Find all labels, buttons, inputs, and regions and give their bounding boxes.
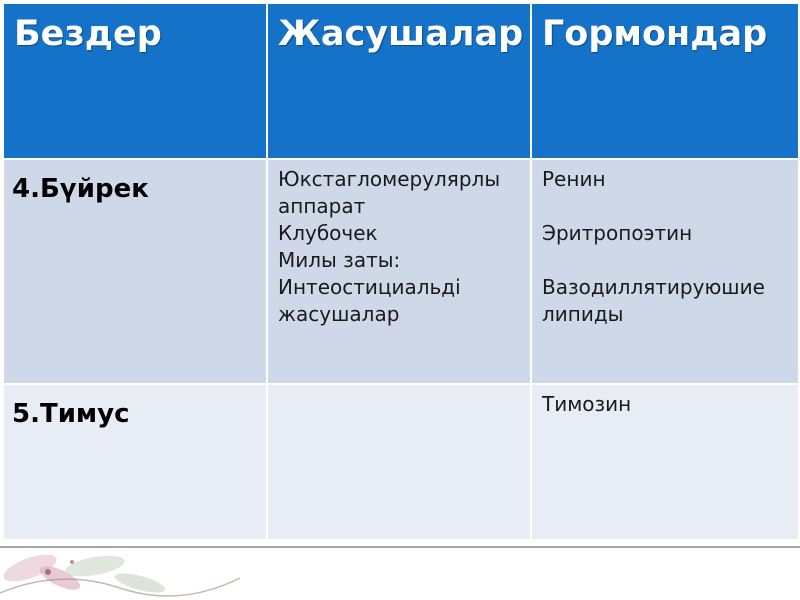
hormones-thymus: [531, 384, 799, 540]
header-glands: Бездер: [3, 3, 267, 159]
floral-decoration: [0, 548, 260, 600]
cell-item: Милы заты:: [278, 248, 401, 272]
cells-kidney: [267, 159, 531, 384]
cells-thymus: [267, 384, 531, 540]
glands-table: [2, 2, 800, 541]
cell-item: Интеостициальді: [278, 275, 461, 299]
table-row-kidney: [3, 159, 799, 384]
hormone-erythropoietin: Эритропоэтин: [542, 221, 693, 245]
cell-item: Клубочек: [278, 221, 378, 245]
hormone-thymosin: Тимозин: [542, 392, 632, 416]
table-header-row: [3, 3, 799, 159]
hormone-renin: Ренин: [542, 167, 606, 191]
cell-item: Юкстагломерулярлы: [278, 167, 501, 191]
cell-item: аппарат: [278, 194, 366, 218]
hormone-lipids: липиды: [542, 302, 624, 326]
hormone-vasodilating: Вазодиллятируюшие: [542, 275, 765, 299]
glands-table-container: [2, 2, 798, 541]
cell-item: жасушалар: [278, 302, 400, 326]
header-hormones: Гормондар: [531, 3, 799, 159]
organ-thymus: 5.Тимус: [3, 384, 267, 540]
hormones-kidney: [531, 159, 799, 384]
header-cells: Жасушалар: [267, 3, 531, 159]
table-row-thymus: [3, 384, 799, 540]
organ-kidney: 4.Бүйрек: [3, 159, 267, 384]
